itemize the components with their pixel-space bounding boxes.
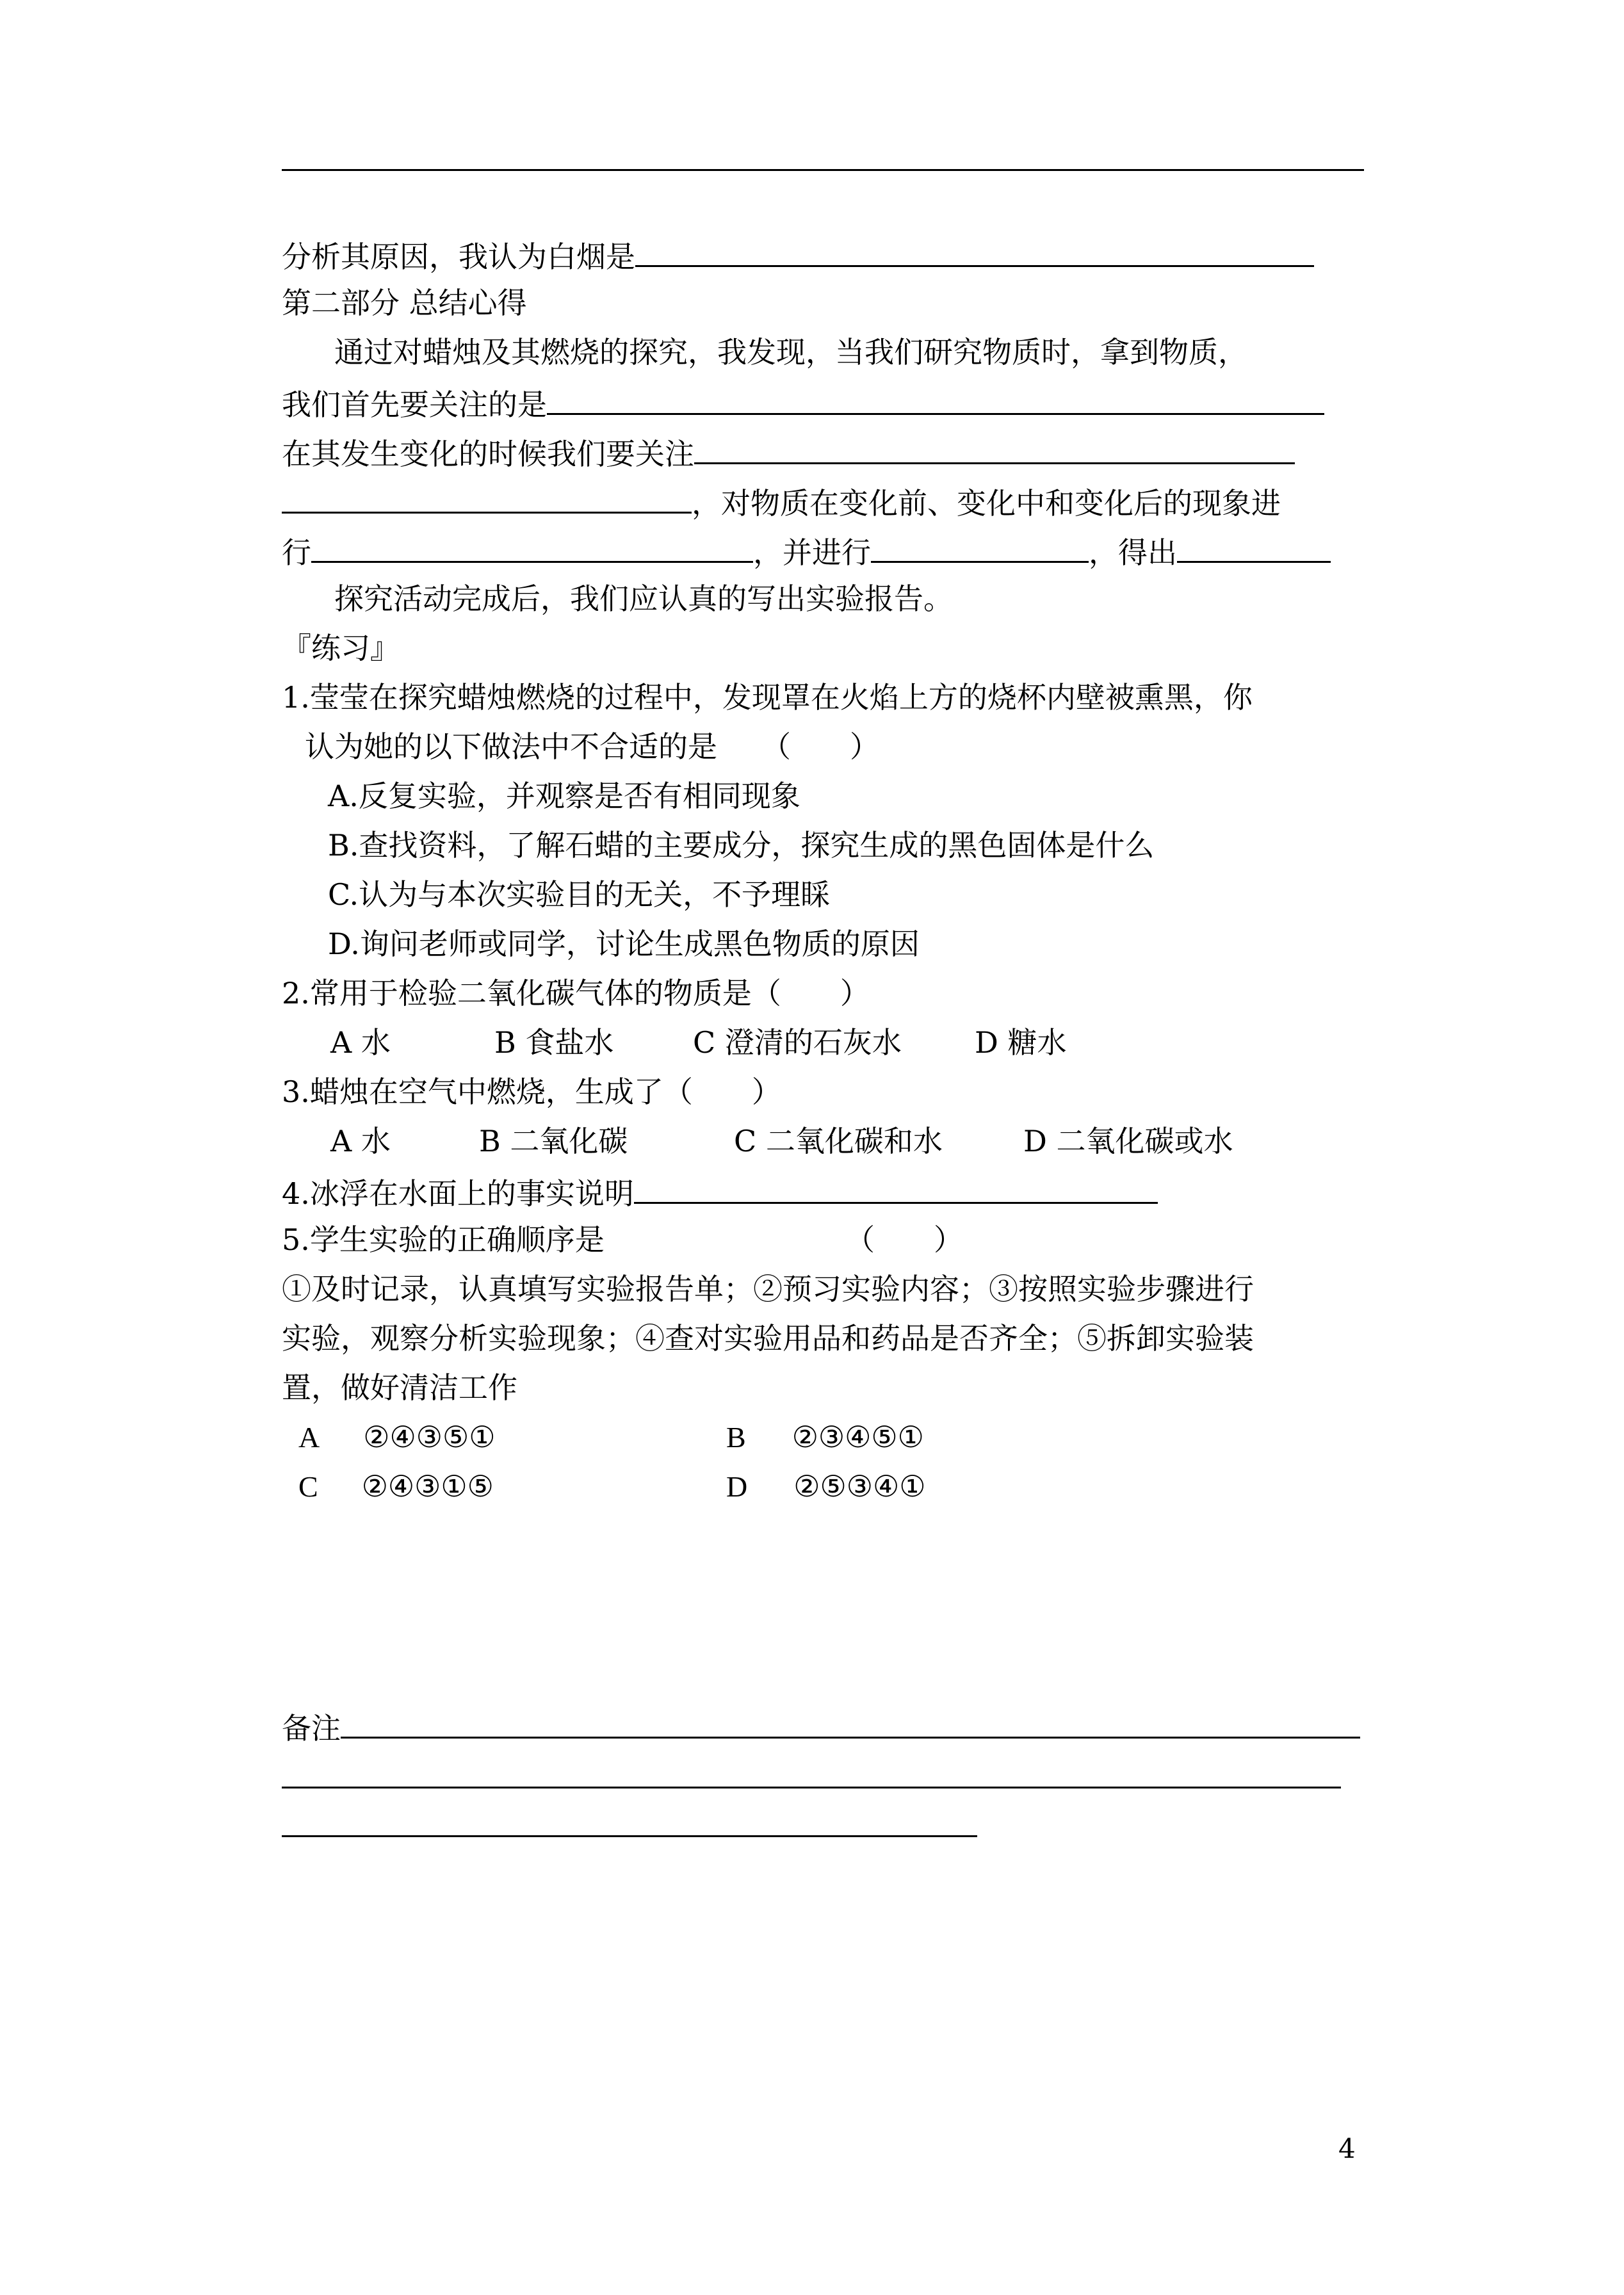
option-letter: B [726,1421,746,1454]
q5-line1: ①及时记录，认真填写实验报告单；②预习实验内容；③按照实验步骤进行 [282,1272,1254,1306]
option-letter: A [298,1421,320,1454]
analysis-prefix: 分析其原因，我认为白烟是 [282,239,635,274]
answer-blank[interactable] [547,382,1324,415]
option-sequence: ②④③①⑤ [361,1469,494,1504]
q3-option-a[interactable]: A 水 [330,1124,391,1158]
exercise-title: 『练习』 [282,631,400,665]
line5-a: 行 [282,535,311,570]
q1-option-b[interactable]: B.查找资料，了解石蜡的主要成分，探究生成的黑色固体是什么 [328,828,1155,863]
part2-p1-line4 [282,481,1281,523]
q3-option-c[interactable]: C 二氧化碳和水 [734,1124,943,1158]
q1-option-c[interactable]: C.认为与本次实验目的无关，不予理睬 [328,877,831,912]
q1-line2: 认为她的以下做法中不合适的是 （ ） [305,729,879,764]
page-number: 4 [1338,2133,1356,2164]
option-sequence: ②③④⑤① [792,1420,924,1454]
q5-line3: 置，做好清洁工作 [282,1370,517,1405]
answer-blank[interactable] [635,234,1314,267]
line5-b: ，并进行 [753,535,871,570]
part2-p2: 探究活动完成后，我们应认真的写出实验报告。 [334,581,953,616]
part2-title: 第二部分 总结心得 [282,286,527,320]
q3-option-d[interactable]: D 二氧化碳或水 [1023,1124,1233,1158]
q3-stem: 3.蜡烛在空气中燃烧，生成了（ ） [282,1075,781,1109]
part2-p1-line2 [282,382,1324,424]
header-rule [282,169,1364,171]
q5-stem: 5.学生实验的正确顺序是 [282,1222,605,1257]
answer-blank[interactable] [694,432,1295,464]
q5-option-a[interactable] [298,1418,495,1457]
q4-line [282,1171,1158,1213]
q2-option-a[interactable]: A 水 [330,1025,391,1060]
option-sequence: ②④③⑤① [363,1420,496,1454]
q5-option-b[interactable] [726,1418,924,1457]
q4-stem: 4.冰浮在水面上的事实说明 [282,1176,634,1211]
q5-option-c[interactable] [298,1467,494,1506]
notes-line [282,1706,1360,1748]
q1-option-d[interactable]: D.询问老师或同学，讨论生成黑色物质的原因 [328,927,920,961]
notes-blank[interactable] [341,1706,1360,1739]
notes-line-2[interactable] [282,1787,1341,1788]
analysis-line [282,234,1314,276]
notes-label: 备注 [282,1711,341,1746]
part2-p1-line5 [282,530,1331,572]
q2-option-c[interactable]: C 澄清的石灰水 [693,1025,902,1060]
part2-p1-line3 [282,432,1295,473]
part2-p1-line1: 通过对蜡烛及其燃烧的探究，我发现，当我们研究物质时，拿到物质， [334,335,1247,369]
answer-blank[interactable] [871,530,1089,563]
q5-answer-paren[interactable]: （ ） [845,1222,963,1257]
q3-option-b[interactable]: B 二氧化碳 [479,1124,628,1158]
answer-blank[interactable] [311,530,753,563]
answer-blank[interactable] [282,481,692,514]
q1-option-a[interactable]: A.反复实验，并观察是否有相同现象 [328,779,800,813]
option-letter: D [726,1470,748,1503]
q5-line2: 实验，观察分析实验现象；④查对实验用品和药品是否齐全；⑤拆卸实验装 [282,1321,1254,1356]
line5-c: ，得出 [1089,535,1177,570]
notes-line-3[interactable] [282,1835,977,1837]
change-prefix: 在其发生变化的时候我们要关注 [282,437,694,471]
option-sequence: ②⑤③④① [793,1469,926,1504]
q5-option-d[interactable] [726,1467,925,1506]
option-letter: C [298,1470,318,1503]
q1-line1: 1.莹莹在探究蜡烛燃烧的过程中，发现罩在火焰上方的烧杯内壁被熏黑，你 [282,680,1253,715]
q2-option-b[interactable]: B 食盐水 [494,1025,614,1060]
answer-blank[interactable] [634,1171,1158,1204]
answer-blank[interactable] [1177,530,1331,563]
q2-stem: 2.常用于检验二氧化碳气体的物质是（ ） [282,976,870,1010]
focus-prefix: 我们首先要关注的是 [282,387,547,422]
observe-suffix: ，对物质在变化前、变化中和变化后的现象进 [692,486,1281,521]
q2-option-d[interactable]: D 糖水 [975,1025,1067,1060]
